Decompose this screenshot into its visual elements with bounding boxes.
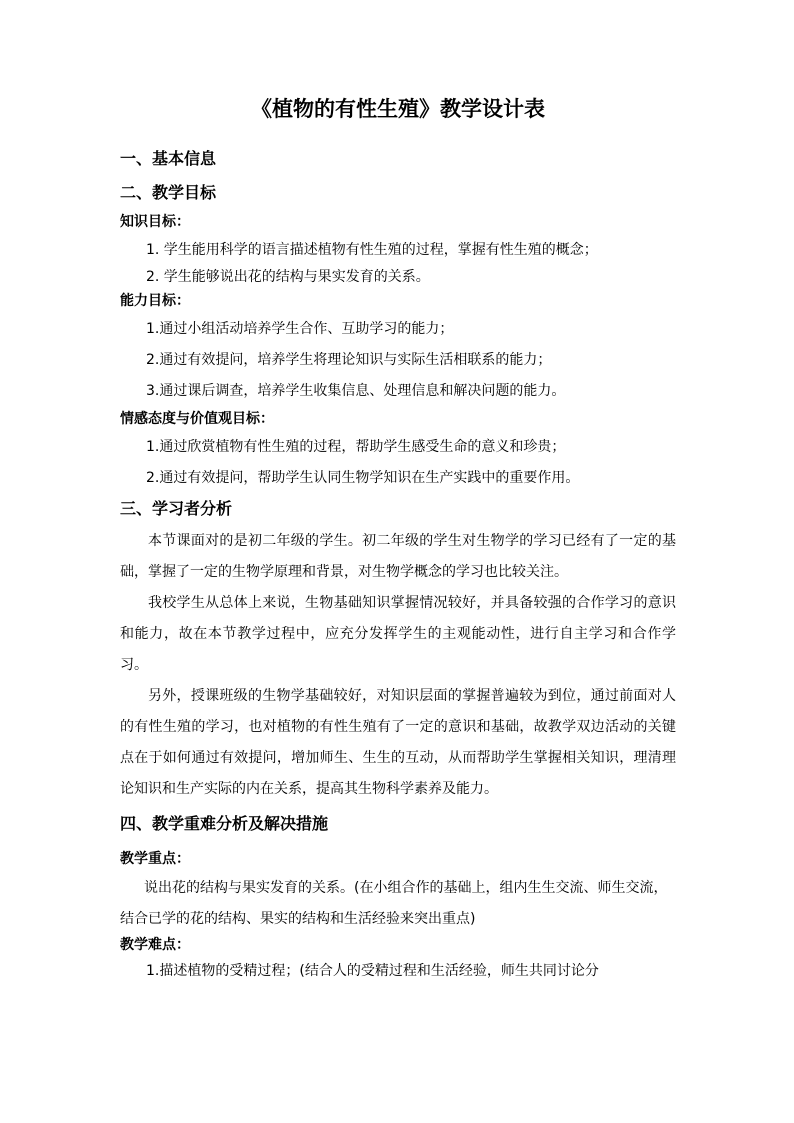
learner-analysis-paragraph: 我校学生从总体上来说，生物基础知识掌握情况较好，并具备较强的合作学习的意识和能力，故在本节教学过程中，应充分发挥学生的主观能动性，进行自主学习和合作学习。 (120, 595, 676, 673)
document-title: 《植物的有性生殖》教学设计表 (251, 97, 545, 121)
section-learner-analysis: 三、学习者分析 (120, 499, 233, 518)
knowledge-objective-item: 1. 学生能用科学的语言描述植物有性生殖的过程，掌握有性生殖的概念； (146, 242, 598, 258)
ability-objective-item: 1.通过小组活动培养学生合作、互助学习的能力； (146, 321, 454, 337)
emotion-objective-item: 2.通过有效提问，帮助学生认同生物学知识在生产实践中的重要作用。 (146, 470, 580, 486)
emotion-objectives-heading: 情感态度与价值观目标： (120, 411, 274, 427)
learner-analysis-paragraph: 本节课面对的是初二年级的学生。初二年级的学生对生物学的学习已经有了一定的基础，掌握了一定的生物学原理和背景，对生物学概念的学习也比较关注。 (120, 533, 676, 580)
ability-objective-item: 2.通过有效提问，培养学生将理论知识与实际生活相联系的能力； (146, 352, 552, 368)
ability-objectives-heading: 能力目标： (120, 293, 190, 309)
knowledge-objectives-heading: 知识目标： (120, 214, 190, 230)
section-basic-info: 一、基本信息 (120, 149, 217, 168)
document-page (120, 96, 676, 981)
teaching-difficulty-item: 1.描述植物的受精过程；(结合人的受精过程和生活经验，师生共同讨论分 (146, 963, 599, 979)
emotion-objective-item: 1.通过欣赏植物有性生殖的过程，帮助学生感受生命的意义和珍贵； (146, 439, 566, 455)
teaching-focus-heading: 教学重点： (120, 851, 190, 867)
teaching-difficulty-heading: 教学难点： (120, 937, 190, 953)
teaching-focus-text: 说出花的结构与果实发育的关系。(在小组合作的基础上，组内生生交流、师生交流，结合已学的花的结构、果实的结构和生活经验来突出重点) (120, 880, 668, 927)
ability-objective-item: 3.通过课后调查，培养学生收集信息、处理信息和解决问题的能力。 (146, 383, 566, 399)
learner-analysis-paragraph: 另外，授课班级的生物学基础较好，对知识层面的掌握普遍较为到位，通过前面对人的有性生殖的学习，也对植物的有性生殖有了一定的意识和基础，故教学双边活动的关键点在于如何通过有效提问，增加师生、生生的互动，从而帮助学生掌握相关知识，理清理论知识和生产实际的内在关系，提高其生物科学素养及能力。 (120, 688, 676, 797)
knowledge-objective-item: 2. 学生能够说出花的结构与果实发育的关系。 (146, 269, 430, 285)
section-key-difficult-points: 四、教学重难分析及解决措施 (120, 814, 329, 833)
section-teaching-objectives: 二、教学目标 (120, 183, 217, 202)
